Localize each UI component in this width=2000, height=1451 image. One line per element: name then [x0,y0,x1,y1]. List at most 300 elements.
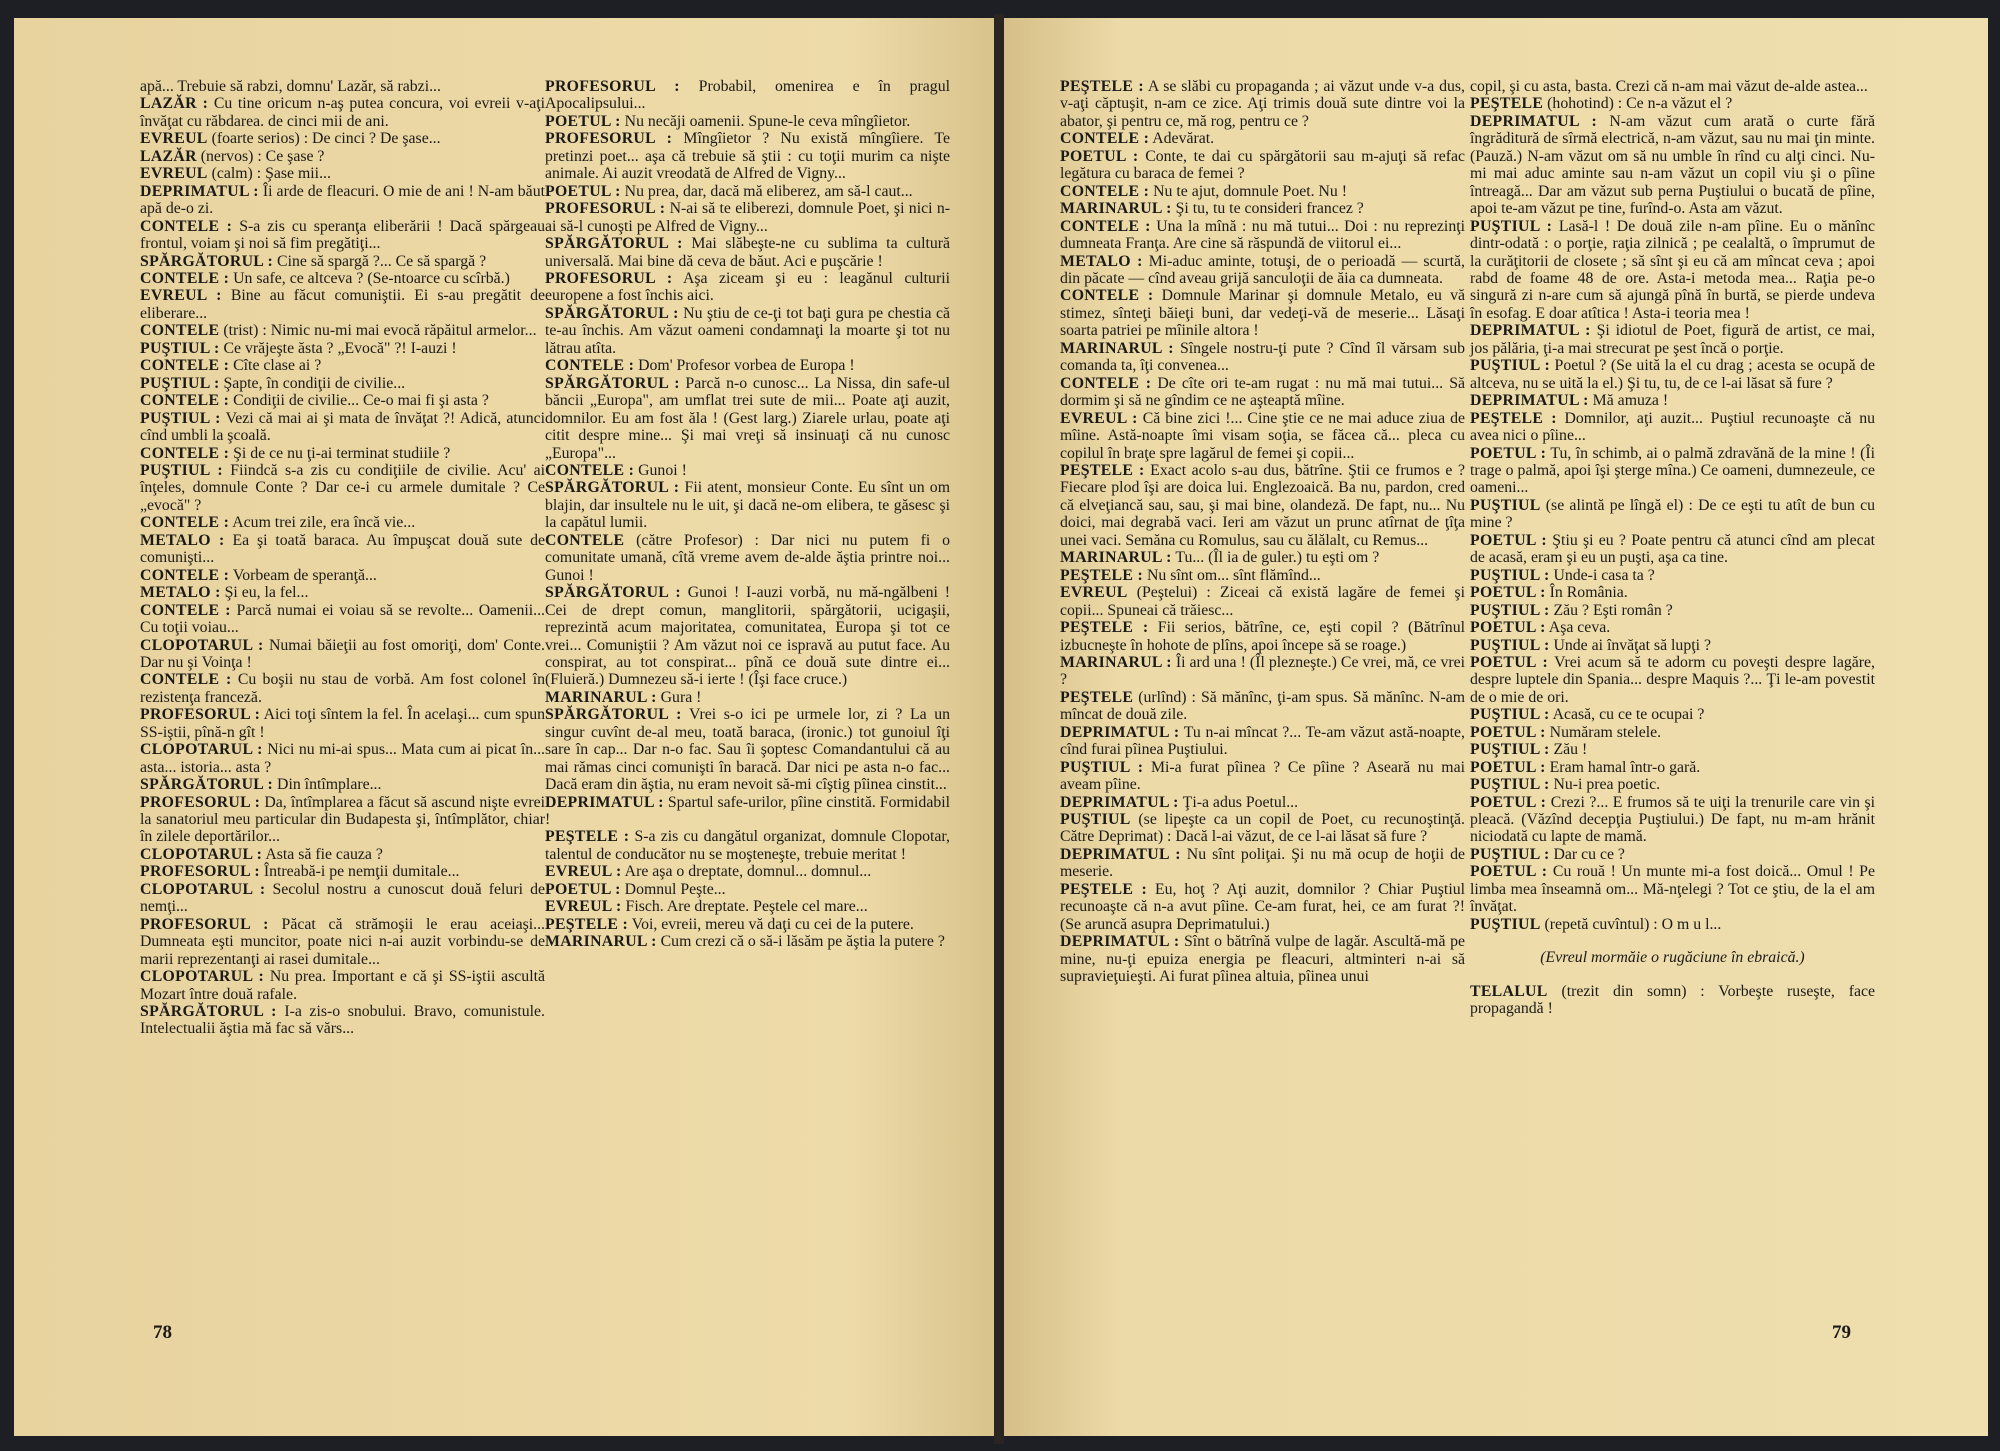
speaker-name: EVREUL : [140,287,222,305]
line-text: Mi-aduc aminte, totuşi, de o perioadă — scurtă, din păcate — cînd aveau grijă sanculoţii de ăia ca dumneata. [1060,252,1465,287]
line-text: Întreabă-i pe nemţii dumitale... [263,863,460,881]
speaker-name: PEŞTELE : [1470,409,1557,427]
dialogue-line [140,445,545,462]
dialogue-line [1470,741,1875,758]
line-text: Parcă numai ei voiau să se revolte... Oamenii... Cu toţii voiau... [140,601,545,637]
speaker-name: DEPRIMATUL : [1060,723,1180,741]
dialogue-line [140,462,545,514]
dialogue-line [140,776,545,793]
dialogue-line [1060,794,1465,811]
speaker-name: SPĂRGĂTORUL : [545,706,682,724]
speaker-name: CONTELE [545,531,625,549]
line-text: Gunoi ! I-auzi vorbă, nu mă-ngălbeni ! Cei de drept comun, manglitorii, spărgătorii, ucigaşii, reprezintă acum majoritatea, comunitatea, Europa şi tot ce vrei... Comuniştii ? Am văzut noi ce ispravă au putut face. Au conspirat, au tot conspirat... pînă ce două sute dintre ei... (Fluieră.) Dumnezeu să-i ierte ! (Îşi face cruce.) [545,584,950,689]
speaker-name: POETUL : [545,112,621,130]
dialogue-line [1470,724,1875,741]
dialogue-line [140,916,545,968]
line-text: (hohotind) : Ce n-a văzut el ? [1547,95,1733,113]
dialogue-line [1470,357,1875,392]
line-text: Crezi ?... E frumos să te uiţi la trenurile care vin şi pleacă. (Văzînd decepţia Puştiului.) De fapt, nu m-am hrănit niciodată cu lapte de mamă. [1470,793,1875,846]
dialogue-line [1060,549,1465,566]
dialogue-line [140,165,545,182]
dialogue-line [140,322,545,339]
speaker-name: PEŞTELE : [545,915,629,933]
dialogue-line [1060,375,1465,410]
line-text: Îi arde de fleacuri. O mie de ani ! N-am băut apă de-o zi. [140,182,545,218]
speaker-name: METALO : [140,584,221,602]
dialogue-line [545,78,950,113]
line-text: (Peştelui) : Ziceai că există lagăre de femei şi copii... Spuneai că trăiesc... [1060,584,1465,619]
dialogue-line [1470,759,1875,776]
speaker-name: METALO : [140,531,225,549]
line-text: (calm) : Şase mii... [211,165,331,183]
line-text: Parcă n-o cunosc... La Nissa, din safe-ul băncii „Europa", am umflat trei sute de mii... Poate aţi auzit, domnilor. Eu am fost ăla ! (Gest larg.) Ziarele urlau, poate aţi citit despre mine... Şi mai vreţi să insinuaţi că nu cunosc „Europa"... [545,374,950,462]
line-text: Dom' Profesor vorbea de Europa ! [638,357,855,375]
dialogue-line [1470,794,1875,846]
dialogue-line [140,846,545,863]
speaker-name: PEŞTELE : [545,828,630,846]
line-text: Voi, evreii, mereu vă daţi cu cei de la putere. [631,915,914,933]
speaker-name: LAZĂR [140,147,197,165]
dialogue-line [1470,706,1875,723]
speaker-name: POETUL : [1470,863,1548,881]
speaker-name: MARINARUL : [545,688,657,706]
line-text: (se lipeşte ca un copil de Poet, cu recunoştinţă. Către Deprimat) : Dacă l-ai văzut, de ce l-ai lăsat să fure ? [1060,811,1465,846]
line-text: apă... Trebuie să rabzi, domnu' Lazăr, să rabzi... [140,78,441,95]
speaker-name: CONTELE : [140,514,230,532]
speaker-name: DEPRIMATUL : [1060,845,1181,863]
line-text: Tu... (Îl ia de guler.) tu eşti om ? [1175,549,1380,567]
line-text: Şapte, în condiţii de civilie... [223,374,406,392]
line-text: Numai băieţii au fost omoriţi, dom' Conte. Dar nu şi Voinţa ! [140,636,545,671]
dialogue-line [545,706,950,793]
dialogue-line [1470,218,1875,323]
line-text: I-a zis-o snobului. Bravo, comunistule. Intelectualii ăştia mă fac să vărs... [140,1003,545,1038]
dialogue-line [1060,689,1465,724]
page-number-left: 78 [153,1322,172,1343]
line-text: Domnule Marinar şi domnule Metalo, eu vă stimez, sînteţi băieţi buni, dar vedeţi-vă de meserie... Lăsaţi soarta patriei pe mîinile altora ! [1060,287,1465,340]
speaker-name: EVREUL : [545,863,622,881]
speaker-name: POETUL : [545,182,621,200]
speaker-name: MARINARUL : [1060,653,1172,671]
line-text: (trezit din somn) : Vorbeşte ruseşte, face propagandă ! [1470,982,1875,1018]
dialogue-line [140,881,545,916]
dialogue-line [140,410,545,445]
dialogue-line [1470,78,1875,95]
line-text: Mă amuza ! [1592,392,1669,410]
speaker-name: CONTELE : [140,566,230,584]
page-number-right: 79 [1832,1322,1851,1343]
line-text: Unde ai învăţat să lupţi ? [1553,636,1711,654]
line-text: Una la mînă : nu mă tutui... Doi : nu reprezinţi dumneata Franţa. Are cine să răspundă de viitorul ei... [1060,217,1465,253]
dialogue-line [545,130,950,182]
speaker-name: EVREUL : [545,898,622,916]
line-text: Zău ! [1553,741,1588,759]
line-text: Ce vrăjeşte ăsta ? „Evocă" ?! I-auzi ! [223,339,457,357]
speaker-name: POETUL : [1470,531,1547,549]
right-page-column-1 [1060,78,1465,986]
speaker-name: PUŞTIUL : [1470,601,1550,619]
dialogue-line [140,392,545,409]
line-text: Aici toţi sîntem la fel. În acelaşi... cum spun SS-iştii, pînă-n gît ! [140,706,546,741]
dialogue-line [545,532,950,584]
line-text: Dar cu ce ? [1553,845,1625,863]
speaker-name: PEŞTELE : [1060,880,1148,898]
dialogue-line [1470,532,1875,567]
line-text: Eu, hoţ ? Aţi auzit, domnilor ? Chiar Puştiul recunoaşte că n-a avut pîine. Ce-am furat, hei, ce am furat ?! (Se aruncă asupra Deprimatului.) [1060,880,1465,933]
dialogue-line [545,305,950,357]
speaker-name: PROFESORUL : [140,915,269,933]
speaker-name: POETUL : [1470,793,1547,811]
line-text: Şi tu, tu te consideri francez ? [1175,200,1364,218]
dialogue-line [1470,602,1875,619]
line-text: (urlînd) : Să mănînc, ţi-am spus. Să mănînc. N-am mîncat de două zile. [1060,688,1465,724]
dialogue-line [140,287,545,322]
line-text: Gunoi ! [638,461,687,479]
dialogue-line [140,95,545,130]
speaker-name: PROFESORUL : [545,78,680,95]
dialogue-line [1060,759,1465,794]
line-text: Tu, în schimb, ai o palmă zdravănă de la mine ! (Îi trage o palmă, apoi îşi şterge mîna.) Ce oameni, dumnezeule, ce oameni... [1470,444,1875,497]
speaker-name: CONTELE : [1060,130,1150,148]
dialogue-line [1060,340,1465,375]
speaker-name: CONTELE : [140,444,230,462]
line-text: Lasă-l ! De două zile n-am pîine. Eu o mănînc dintr-odată : o porţie, raţia zilnică ; pe cealaltă, o împrumut de la curăţitorii de closete ; să sînt şi eu că am mîncat ceva ; apoi rabd de foame 48 de ore. Asta-i metoda mea... Raţia pe-o singură zi n-are cum să ajungă pînă în burtă, se pierde undeva în esofag. E doar atîtica ! Asta-i teoria mea ! [1470,217,1875,322]
line-text: Adevărat. [1152,130,1215,148]
line-text: Exact acolo s-au dus, bătrîne. Ştii ce frumos e ? Fiecare plod îşi are doica lui. Englezoaică. Ba nu, pardon, cred că elveţiancă sau, sau, şi mai bine, olandeză. De fapt, nu... Nu doici, mai degrabă vaci. Ieri am văzut un prunc atîrnat de ţîţa unei vaci. Semăna cu Romulus, sau cu ălălalt, cu Remus... [1060,461,1465,549]
speaker-name: DEPRIMATUL : [1470,322,1591,340]
line-text: Cu rouă ! Un munte mi-a fost doică... Omul ! Pe limba mea înseamnă om... Mă-nţelegi ? Tot ce ştiu, de la el am învăţat. [1470,863,1875,916]
dialogue-line [545,828,950,863]
line-text: Acasă, cu ce te ocupai ? [1552,706,1705,724]
speaker-name: DEPRIMATUL : [1470,112,1598,130]
dialogue-line [1470,654,1875,706]
speaker-name: MARINARUL : [1060,339,1174,357]
line-text: S-a zis cu speranţa eliberării ! Dacă spărgeau frontul, voiam şi noi să fim pregătiţi... [140,217,545,253]
speaker-name: SPĂRGĂTORUL : [140,776,274,794]
speaker-name: PUŞTIUL : [140,461,223,479]
dialogue-line [545,933,950,950]
speaker-name: POETUL : [1470,653,1549,671]
speaker-name: MARINARUL : [1060,200,1172,218]
dialogue-line [1470,392,1875,409]
line-text: Domnul Peşte... [624,880,726,898]
dialogue-line [1060,218,1465,253]
dialogue-line [1470,95,1875,112]
speaker-name: PUŞTIUL [1060,811,1131,829]
dialogue-line [140,375,545,392]
line-text: Nu sînt om... sînt flămînd... [1146,566,1321,584]
line-text: N-am văzut cum arată o curte fără îngrăditură de sîrmă electrică, n-am văzut, sau nu mai ţin minte. (Pauză.) N-am văzut om să nu umble în rînd cu alţi cinci. Nu-mi mai aduc aminte sau n-am văzut un copil viu şi o pîine întreagă... Dar am văzut sub perna Puştiului o bucată de pîine, apoi te-am văzut pe tine, furînd-o. Asta am văzut. [1470,112,1876,218]
speaker-name: EVREUL : [1060,409,1138,427]
line-text: Mi-a furat pîinea ? Ce pîine ? Aseară nu mai aveam pîine. [1060,758,1465,794]
dialogue-line [140,863,545,880]
line-text: Eram hamal într-o gară. [1549,758,1701,776]
speaker-name: PUŞTIUL : [1470,357,1551,375]
line-text: Un safe, ce altceva ? (Se-ntoarce cu scîrbă.) [233,269,510,287]
line-text: (se alintă pe lîngă el) : De ce eşti tu atît de bun cu mine ? [1470,496,1875,532]
dialogue-line [140,514,545,531]
line-text: Secolul nostru a cunoscut două feluri de nemţi... [140,880,545,916]
line-text: Fii atent, monsieur Conte. Eu sînt un om blajin, dar insultele nu le uit, şi dacă ne-om elibera, te găsesc şi la capătul lumii. [545,479,950,532]
left-page-column-1 [140,78,545,1038]
speaker-name: CONTELE : [140,392,230,410]
speaker-name: MARINARUL : [1060,549,1172,567]
speaker-name: DEPRIMATUL : [1470,392,1589,410]
book-spine [994,14,1004,1444]
line-text: Nici nu mi-ai spus... Mata cum ai picat în... asta... istoria... asta ? [140,741,546,776]
line-text: S-a zis cu dangătul organizat, domnule Clopotar, talentul de conducător nu se moşteneşte, trebuie meritat ! [545,828,951,863]
dialogue-line [1470,637,1875,654]
line-text: Sînt o bătrînă vulpe de lagăr. Ascultă-mă pe mine, nu-ţi epuiza energia pe fleacuri, altminteri n-ai să supravieţuieşti. Ai furat pîinea altuia, pîinea unui [1060,933,1465,986]
dialogue-line [1060,567,1465,584]
line-text: Cu boşii nu stau de vorbă. Am fost colonel în rezistenţa franceză. [140,671,545,706]
dialogue-line [1060,619,1465,654]
line-text: Cu tine oricum n-aş putea concura, voi evreii v-aţi învăţat cu răbdarea. de cinci mii de ani. [140,95,545,130]
line-text: Fii serios, bătrîne, ce, eşti copil ? (Bătrînul izbucneşte în hohote de plîns, apoi începe să se roage.) [1060,619,1465,654]
speaker-name: PEŞTELE : [1060,566,1144,584]
speaker-name: CONTELE : [1060,374,1152,392]
speaker-name: CONTELE [140,322,220,340]
speaker-name: PROFESORUL : [140,863,260,881]
dialogue-line [140,270,545,287]
dialogue-line [1470,619,1875,636]
dialogue-line [545,357,950,374]
speaker-name: CLOPOTARUL : [140,845,263,863]
dialogue-line [1060,462,1465,549]
line-text: Domnilor, aţi auzit... Puştiul recunoaşte că nu avea nici o pîine... [1470,409,1876,445]
speaker-name: PEŞTELE : [1060,619,1149,637]
line-text: (trist) : Nimic nu-mi mai evocă răpăitul armelor... [223,322,537,340]
speaker-name: DEPRIMATUL : [1060,933,1180,951]
line-text: Ea şi toată baraca. Au împuşcat două sute de comunişti... [140,531,545,567]
line-text: Număram stelele. [1549,723,1662,741]
line-text: Bine au făcut comuniştii. Ei s-au pregătit de eliberare... [140,287,546,322]
line-text: Nu te ajut, domnule Poet. Nu ! [1153,182,1348,200]
speaker-name: PEŞTELE [1470,95,1544,113]
speaker-name: POETUL : [1470,584,1546,602]
speaker-name: CONTELE : [140,671,232,689]
speaker-name: SPĂRGĂTORUL : [545,235,683,253]
line-text: Acum trei zile, era încă vie... [232,514,416,532]
dialogue-line [140,78,545,95]
line-text: Îi ard una ! (Îl plezneşte.) Ce vrei, mă, ce vrei ? [1060,653,1466,689]
speaker-name: PROFESORUL : [545,130,673,148]
line-text: Gura ! [660,688,702,706]
dialogue-line [1470,863,1875,915]
dialogue-line [140,130,545,147]
speaker-name: PROFESORUL : [545,269,673,287]
dialogue-line [545,200,950,235]
speaker-name: CONTELE : [140,601,231,619]
dialogue-line [1060,654,1465,689]
speaker-name: PUŞTIUL : [1470,566,1550,584]
speaker-name: PUŞTIUL : [1470,217,1553,235]
line-text: De cîte ori te-am rugat : nu mă mai tutui... Să dormim şi să ne gîndim ce ne aşteaptă mîine. [1060,374,1465,410]
speaker-name: CLOPOTARUL : [140,741,263,759]
speaker-name: POETUL : [1060,147,1139,165]
line-text: (foarte serios) : De cinci ? De şase... [211,130,441,148]
speaker-name: SPĂRGĂTORUL : [545,304,679,322]
speaker-name: PUŞTIUL [1470,496,1541,514]
dialogue-line [545,235,950,270]
dialogue-line [140,340,545,357]
line-text: (nervos) : Ce şase ? [200,147,325,165]
dialogue-line [1470,776,1875,793]
line-text: copil, şi cu asta, basta. Crezi că n-am mai văzut de-alde astea... [1470,78,1868,95]
speaker-name: PUŞTIUL : [1470,706,1550,724]
line-text: Are aşa o dreptate, domnul... domnul... [624,863,872,881]
dialogue-line [1470,584,1875,601]
dialogue-line [1470,113,1875,218]
dialogue-line [140,183,545,218]
line-text: Din întîmplare... [277,776,382,794]
dialogue-line [1060,811,1465,846]
line-text: Nu necăji oamenii. Spune-le ceva mîngîietor. [624,112,911,130]
dialogue-line [1060,933,1465,985]
dialogue-line [1470,497,1875,532]
line-text: Condiţii de civilie... Ce-o mai fi şi asta ? [233,392,489,410]
speaker-name: PROFESORUL : [545,200,666,218]
dialogue-line [140,253,545,270]
speaker-name: POETUL : [1470,758,1546,776]
dialogue-line [1060,846,1465,881]
line-text: Unde-i casa ta ? [1553,566,1655,584]
speaker-name: PUŞTIUL : [140,339,220,357]
speaker-name: CONTELE : [1060,182,1150,200]
dialogue-line [1470,445,1875,497]
speaker-name: PROFESORUL : [140,793,261,811]
line-text: Nu-i prea poetic. [1553,776,1661,794]
speaker-name: PUŞTIUL : [140,409,221,427]
dialogue-line [1060,724,1465,759]
dialogue-line [1060,78,1465,130]
line-text: Şi eu, la fel... [224,584,309,602]
speaker-name: CONTELE : [545,461,635,479]
speaker-name: CONTELE : [545,357,635,375]
dialogue-line [1060,410,1465,462]
dialogue-line [545,898,950,915]
speaker-name: DEPRIMATUL : [545,793,664,811]
left-page-column-2 [545,78,950,951]
line-text: Şi idiotul de Poet, figură de artist, ce mai, jos pălăria, ţi-a mai strecurat pe şest încă o porţie. [1470,322,1875,357]
dialogue-line [545,916,950,933]
dialogue-line [1470,949,1875,966]
line-text: Vrei acum să te adorm cu poveşti despre lagăre, despre luptele din Spania... despre Maquis ?... Ţi le-am povestit de o mie de ori. [1470,653,1875,706]
speaker-name: TELALUL [1470,982,1548,1000]
speaker-name: PUŞTIUL : [1470,776,1550,794]
speaker-name: SPĂRGĂTORUL : [545,584,681,602]
line-text: A se slăbi cu propaganda ; ai văzut unde v-a dus, v-aţi căptuşit, n-am ce zice. Aţi trimis două sute dintre voi la abator, şi pentru ce, mă rog, pentru ce ? [1060,78,1465,130]
speaker-name: PUŞTIUL : [1470,845,1550,863]
dialogue-line [545,113,950,130]
dialogue-line [545,794,950,829]
speaker-name: CONTELE : [1060,287,1154,305]
dialogue-line [545,183,950,200]
dialogue-line [140,357,545,374]
dialogue-line [1470,410,1875,445]
speaker-name: POETUL : [1470,444,1547,462]
speaker-name: DEPRIMATUL : [140,182,259,200]
dialogue-line [545,689,950,706]
line-text: Nu prea. Important e că şi SS-iştii ascultă Mozart între două rafale. [140,968,545,1003]
dialogue-line [1470,846,1875,863]
line-text: Aşa ceva. [1548,619,1611,637]
dialogue-line [140,968,545,1003]
speaker-name: PUŞTIUL : [1470,636,1550,654]
dialogue-line [1470,567,1875,584]
speaker-name: POETUL : [545,880,621,898]
dialogue-line [140,602,545,637]
speaker-name: PUŞTIUL [1470,915,1541,933]
line-text: Conte, te dai cu spărgătorii sau m-ajuţi să refac legătura cu baraca de femei ? [1060,147,1465,183]
line-text: Nu prea, dar, dacă mă eliberez, am să-l caut... [624,182,913,200]
dialogue-line [1060,200,1465,217]
line-text: (către Profesor) : Dar nici nu putem fi o comunitate umană, cîtă vreme avem de-alde ăştia printre noi... Gunoi ! [545,531,950,584]
dialogue-line [140,532,545,567]
speaker-name: CLOPOTARUL : [140,968,265,986]
line-text: Vrei s-o ici pe urmele lor, zi ? La un singur cuvînt de-al meu, toată baraca, (ironic.) tot gunoiul îţi sare în cap... Dar n-o fac. Sau îi şoptesc Comandantului că au mai rămas cinci comunişti în baracă. Dar nici pe asta n-o fac... Dacă eram din ăştia, nu eram nevoit să-mi cîştig pîinea cinstit... [545,706,951,794]
speaker-name: SPĂRGĂTORUL : [545,479,680,497]
line-text: Spartul safe-urilor, pîine cinstită. Formidabil ! [545,793,951,829]
speaker-name: SPĂRGĂTORUL : [140,252,274,270]
speaker-name: PUŞTIUL : [1470,741,1550,759]
line-text: Zău ? Eşti român ? [1553,601,1673,619]
line-text: (Evreul mormăie o rugăciune în ebraică.) [1540,949,1805,967]
dialogue-line [1060,183,1465,200]
dialogue-line [140,1003,545,1038]
dialogue-line [1060,584,1465,619]
speaker-name: EVREUL [140,165,208,183]
dialogue-line [140,637,545,672]
line-text: Tu n-ai mîncat ?... Te-am văzut astă-noapte, cînd furai pîinea Puştiului. [1060,723,1466,759]
speaker-name: CONTELE : [140,357,230,375]
dialogue-line [1470,916,1875,933]
speaker-name: PEŞTELE : [1060,461,1145,479]
dialogue-line [140,794,545,846]
speaker-name: PEŞTELE [1060,688,1134,706]
speaker-name: EVREUL [1060,584,1128,602]
dialogue-line [545,863,950,880]
dialogue-line [545,881,950,898]
line-text: Probabil, omenirea e în pragul Apocalipsului... [545,78,950,113]
line-text: În România. [1549,584,1628,602]
speaker-name: EVREUL [140,130,208,148]
speaker-name: PROFESORUL : [140,706,261,724]
line-text: (repetă cuvîntul) : O m u l... [1544,915,1722,933]
dialogue-line [140,741,545,776]
line-text: Nu sînt poliţai. Şi nu mă ocup de hoţii de meserie. [1060,845,1466,881]
line-text: Da, întîmplarea a făcut să ascund nişte evrei la sanatoriul meu particular din Budapesta şi, întîmplător, chiar în zilele deportărilor... [140,793,545,846]
speaker-name: CONTELE : [140,269,230,287]
dialogue-line [140,584,545,601]
speaker-name: MARINARUL : [545,933,657,951]
dialogue-line [140,148,545,165]
dialogue-line [140,706,545,741]
speaker-name: CONTELE : [1060,217,1151,235]
dialogue-line [1060,253,1465,288]
line-text: Ştiu şi eu ? Poate pentru că atunci cînd am plecat de acasă, eram şi eu un puşti, aşa ca tine. [1470,531,1875,567]
speaker-name: DEPRIMATUL : [1060,793,1179,811]
line-text: Cum crezi că o să-i lăsăm pe ăştia la putere ? [660,933,945,951]
line-text: Ţi-a adus Poetul... [1182,793,1299,811]
line-text: Păcat că strămoşii le erau aceiaşi... Dumneata eşti muncitor, poate nici n-ai auzit vorbindu-se de marii reprezentanţi ai rasei dumitale... [140,915,545,968]
speaker-name: POETUL : [1470,723,1546,741]
line-text: Că bine zici !... Cine ştie ce ne mai aduce ziua de mîine. Astă-noapte îmi visam soţia, se făcea că... pleca cu copilul în braţe spre lagărul de femei şi copii... [1060,409,1466,462]
dialogue-line [1060,881,1465,933]
dialogue-line [1060,287,1465,339]
dialogue-line [140,671,545,706]
dialogue-line [545,375,950,462]
